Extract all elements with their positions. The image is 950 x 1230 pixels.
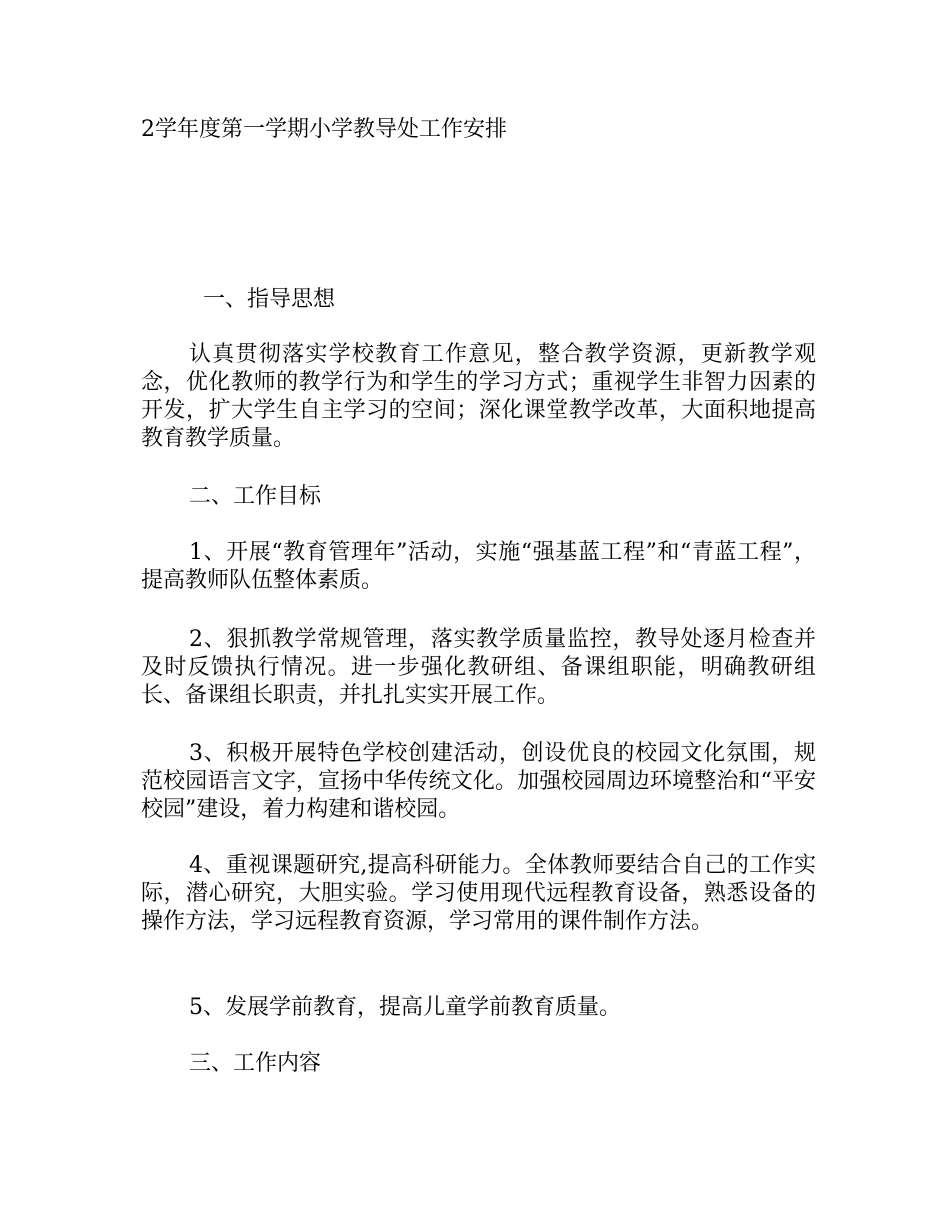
document-title: 2学年度第一学期小学教导处工作安排	[141, 117, 507, 142]
paragraph-goal-5: 5、发展学前教育，提高儿童学前教育质量。	[189, 995, 621, 1020]
section-heading-work-goals: 二、工作目标	[189, 484, 322, 509]
paragraph-goal-1: 1、开展“教育管理年”活动，实施“强基蓝工程”和“青蓝工程”，提高教师队伍整体素质。	[141, 540, 816, 593]
paragraph-goal-2: 2、狠抓教学常规管理，落实教学质量监控，教导处逐月检查并及时反馈执行情况。进一步强化教研组、备课组职能，明确教研组长、备课组长职责，并扎扎实实开展工作。	[141, 627, 816, 708]
section-heading-work-content: 三、工作内容	[189, 1051, 322, 1076]
section-heading-guiding-ideology: 一、指导思想	[203, 287, 336, 312]
paragraph-goal-4: 4、重视课题研究,提高科研能力。全体教师要结合自己的工作实际，潜心研究，大胆实验。学习使用现代远程教育设备，熟悉设备的操作方法，学习远程教育资源，学习常用的课件制作方法。	[141, 853, 816, 934]
paragraph-guiding-ideology: 认真贯彻落实学校教育工作意见，整合教学资源，更新教学观念，优化教师的教学行为和学生的学习方式；重视学生非智力因素的开发，扩大学生自主学习的空间；深化课堂教学改革，大面积地提高教育教学质量。	[141, 342, 816, 451]
paragraph-goal-3: 3、积极开展特色学校创建活动，创设优良的校园文化氛围，规范校园语言文字，宣扬中华传统文化。加强校园周边环境整治和“平安校园”建设，着力构建和谐校园。	[141, 741, 816, 822]
